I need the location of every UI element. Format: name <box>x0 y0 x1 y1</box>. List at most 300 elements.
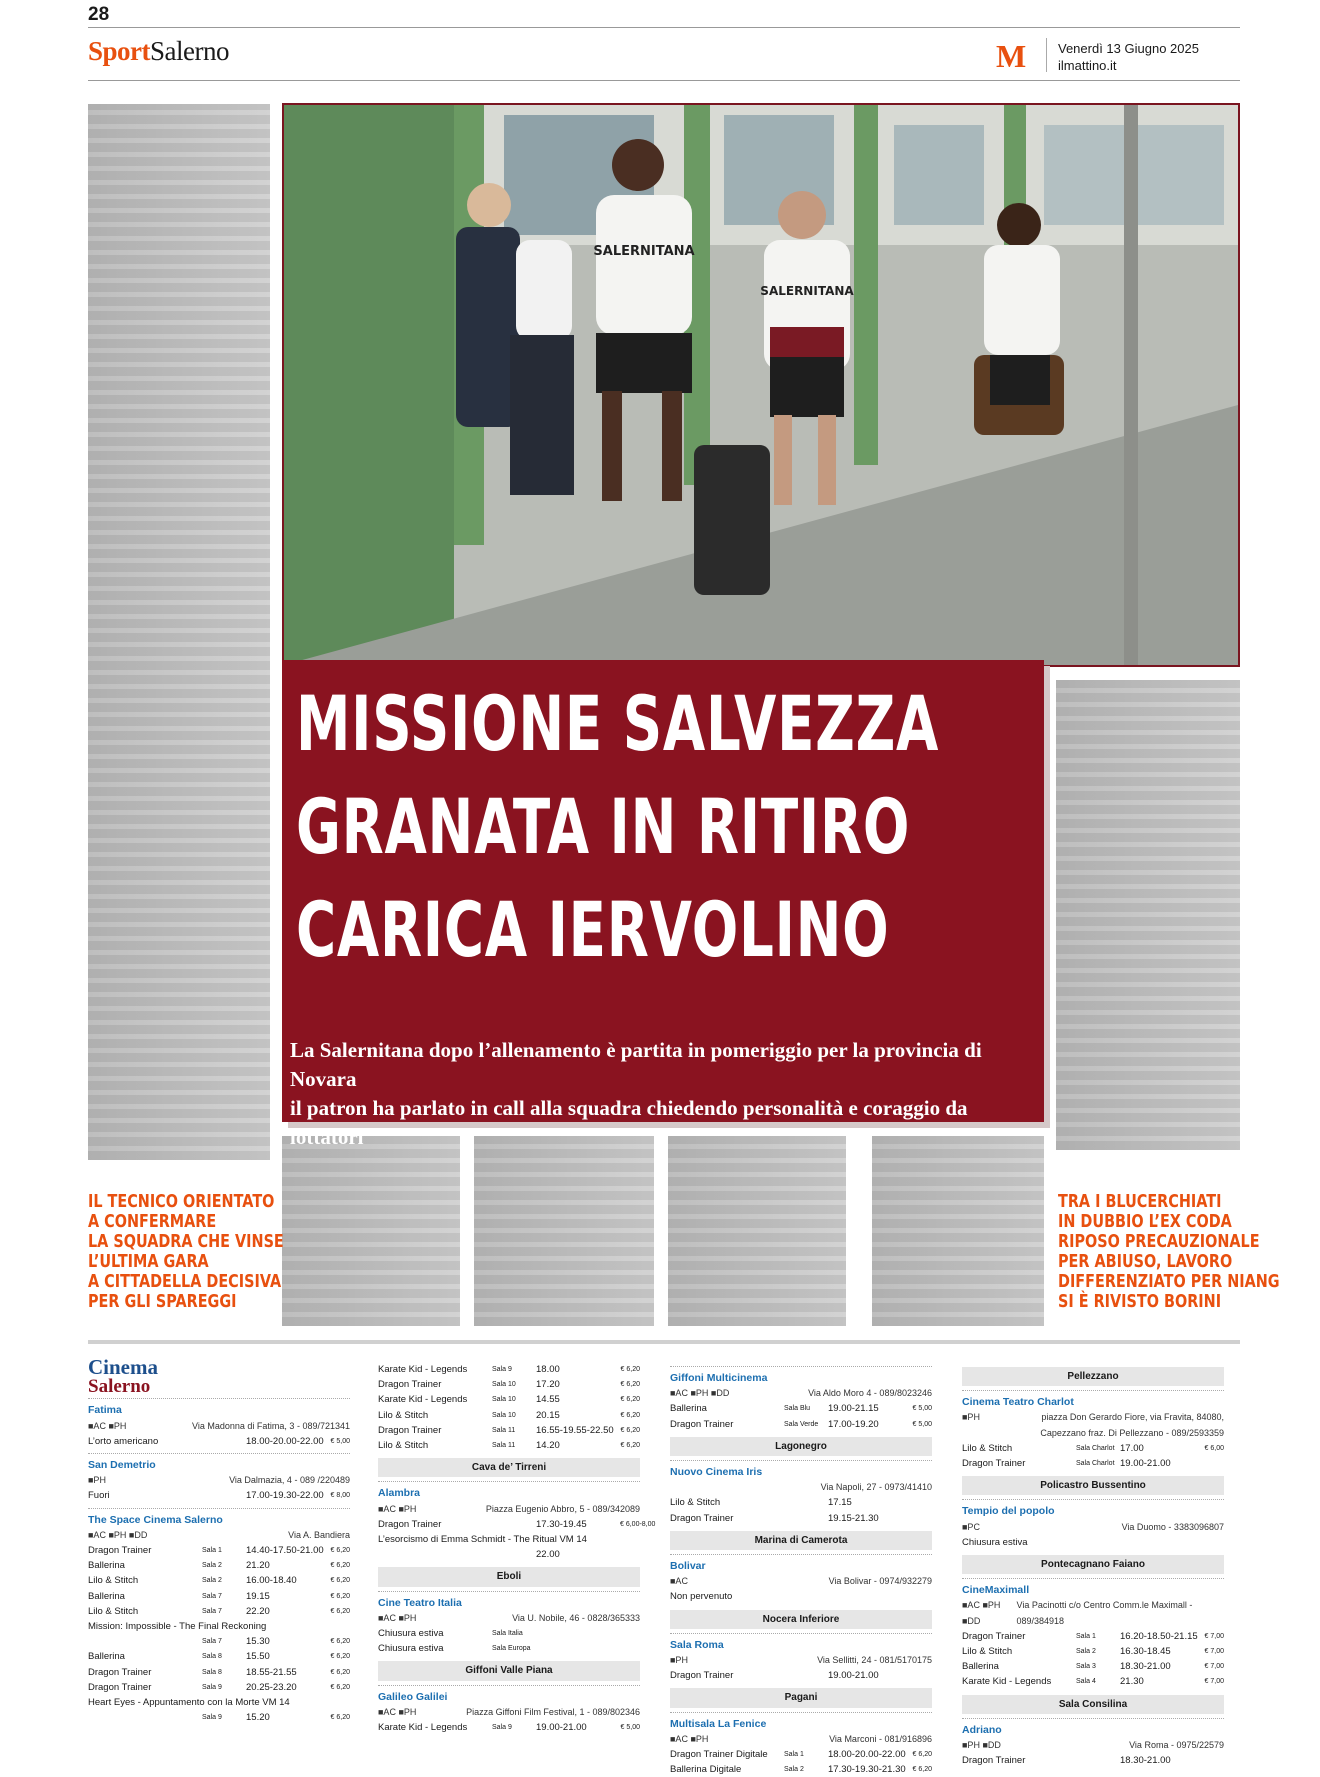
issue-date: Venerdì 13 Giugno 2025 <box>1058 41 1199 56</box>
film-title: Dragon Trainer <box>88 1666 152 1678</box>
film-room: Sala 10 <box>492 1381 516 1389</box>
film-room <box>784 1668 828 1683</box>
film-room: Sala Europa <box>492 1645 531 1653</box>
film-price: € 5,00 <box>330 1437 350 1445</box>
blurred-article-text-bottom-2 <box>474 1136 654 1326</box>
film-price: € 7,00 <box>1204 1632 1224 1640</box>
film-row <box>88 1649 350 1664</box>
film-row <box>88 1634 350 1649</box>
film-times <box>246 1695 330 1710</box>
left-kicker-line: LA SQUADRA CHE VINSE <box>88 1231 284 1252</box>
film-title: Chiusura estiva <box>962 1536 1028 1548</box>
film-title: L’esorcismo di Emma Schmidt - The Ritual VM 14 <box>378 1534 587 1546</box>
film-price <box>620 1641 640 1656</box>
film-times: 22.20 <box>246 1605 270 1617</box>
left-kicker-line: IL TECNICO ORIENTATO <box>88 1191 275 1212</box>
film-times: 16.30-18.45 <box>1120 1646 1171 1658</box>
cinema-column-3 <box>670 1362 932 1777</box>
film-price: € 6,20 <box>620 1442 640 1450</box>
film-title: Dragon Trainer <box>670 1418 734 1430</box>
film-room <box>492 1517 536 1532</box>
film-row <box>88 1434 350 1449</box>
venue-features: ■AC <box>670 1576 688 1587</box>
film-title: Lilo & Stitch <box>670 1497 721 1509</box>
headline <box>296 672 940 981</box>
venue-meta <box>378 1705 640 1720</box>
film-room: Sala Italia <box>492 1630 523 1638</box>
film-title: Dragon Trainer <box>378 1424 442 1436</box>
film-times: 19.00-21.00 <box>1120 1458 1171 1470</box>
film-title: Karate Kid - Legends <box>962 1676 1052 1688</box>
film-times: 18.00-20.00-22.00 <box>246 1435 324 1447</box>
left-kicker-line: L’ULTIMA GARA <box>88 1251 209 1272</box>
film-room <box>492 1547 536 1562</box>
film-row <box>378 1720 640 1735</box>
venue-features: ■AC ■PH ■DD <box>670 1388 730 1399</box>
blurred-article-text-bottom-3 <box>668 1136 846 1326</box>
film-room: Sala 9 <box>492 1724 512 1732</box>
film-row <box>88 1710 350 1725</box>
subtitle-line-1: La Salernitana dopo l’allenamento è partita in pomeriggio per la provincia di Novara <box>290 1038 982 1091</box>
film-row <box>88 1558 350 1573</box>
blurred-article-text-bottom-1 <box>282 1136 460 1326</box>
cinema-column-4 <box>962 1362 1224 1768</box>
venue-meta <box>962 1598 1224 1628</box>
film-price: € 5,00 <box>912 1420 932 1428</box>
film-room: Sala 2 <box>784 1766 804 1774</box>
film-row <box>378 1423 640 1438</box>
left-kicker-line: A CONFERMARE <box>88 1211 217 1232</box>
film-title: Dragon Trainer Digitale <box>670 1749 768 1761</box>
film-price <box>620 1547 640 1562</box>
film-row <box>962 1753 1224 1768</box>
film-row <box>378 1517 656 1532</box>
film-room: Sala 4 <box>1076 1678 1096 1686</box>
film-row <box>670 1589 932 1604</box>
venue-meta <box>88 1473 350 1488</box>
film-room: Sala 2 <box>1076 1648 1096 1656</box>
venue-name: CineMaximall <box>962 1578 1224 1598</box>
film-price: € 6,20 <box>620 1381 640 1389</box>
blurred-article-text-left <box>88 104 270 1160</box>
film-title: Ballerina <box>88 1560 125 1572</box>
film-room: Sala 9 <box>202 1714 222 1722</box>
film-row <box>378 1362 640 1377</box>
film-times: 17.15 <box>828 1497 852 1509</box>
right-kicker-line: PER ABIUSO, LAVORO <box>1058 1251 1233 1272</box>
film-title: Dragon Trainer <box>670 1512 734 1524</box>
film-times <box>246 1619 330 1634</box>
film-title: Lilo & Stitch <box>378 1409 429 1421</box>
venue-features: ■PH <box>88 1475 106 1486</box>
film-price: € 6,20 <box>912 1766 932 1774</box>
venue-address: Via Marconi - 081/916896 <box>829 1733 932 1744</box>
film-room: Sala 3 <box>1076 1663 1096 1671</box>
film-room <box>784 1589 828 1604</box>
film-times: 19.00-21.00 <box>536 1722 587 1734</box>
film-price <box>912 1511 932 1526</box>
headline-line-2: GRANATA IN RITIRO <box>296 782 911 871</box>
film-title: Dragon Trainer <box>962 1458 1026 1470</box>
film-row <box>378 1392 640 1407</box>
film-title <box>88 1634 202 1649</box>
film-times: 21.30 <box>1120 1676 1144 1688</box>
venue-features: ■AC ■PH <box>670 1733 709 1744</box>
film-price: € 6,20 <box>330 1638 350 1646</box>
venue-features: ■AC ■PH <box>378 1503 417 1514</box>
page-number: 28 <box>88 4 110 25</box>
film-price: € 6,20 <box>330 1562 350 1570</box>
town-header: Lagonegro <box>670 1437 932 1456</box>
film-room <box>202 1695 246 1710</box>
film-price: € 7,00 <box>1204 1678 1224 1686</box>
film-room <box>1076 1535 1120 1550</box>
right-kicker-line: RIPOSO PRECAUZIONALE <box>1058 1231 1260 1252</box>
film-room: Sala 8 <box>202 1668 222 1676</box>
venue-address: Via Roma - 0975/22579 <box>1129 1740 1224 1751</box>
section-title-city: Salerno <box>150 36 229 66</box>
film-times: 18.00 <box>536 1364 560 1375</box>
film-times: 20.15 <box>536 1409 560 1421</box>
film-row <box>378 1626 640 1641</box>
film-price: € 6,20 <box>620 1411 640 1419</box>
film-times: 18.30-21.00 <box>1120 1755 1171 1767</box>
subtitle <box>290 1036 1040 1152</box>
film-room <box>1076 1753 1120 1768</box>
film-room <box>202 1619 246 1634</box>
film-price <box>912 1668 932 1683</box>
film-title: Dragon Trainer <box>962 1755 1026 1767</box>
film-room: Sala 1 <box>784 1751 804 1759</box>
section-title-sport: Sport <box>88 36 151 66</box>
venue-meta <box>962 1426 1224 1441</box>
town-header: Giffoni Valle Piana <box>378 1661 640 1680</box>
header-divider <box>1046 38 1047 72</box>
town-header: Nocera Inferiore <box>670 1610 932 1629</box>
film-room: Sala 7 <box>202 1638 222 1646</box>
film-title: Lilo & Stitch <box>962 1646 1013 1658</box>
venue-name: Galileo Galilei <box>378 1685 640 1705</box>
town-header: Cava de’ Tirreni <box>378 1458 640 1477</box>
film-title: Lilo & Stitch <box>88 1575 139 1587</box>
venue-address: Via Bolivar - 0974/932279 <box>828 1576 932 1587</box>
film-row <box>962 1441 1224 1456</box>
venue-address: Via Pacinotti c/o Centro Comm.le Maximall - 089/384918 <box>1016 1600 1193 1626</box>
film-room: Sala 9 <box>202 1683 222 1691</box>
film-times: 19.00-21.00 <box>828 1670 879 1682</box>
film-times: 17.30-19.30-21.30 <box>828 1764 906 1776</box>
film-title <box>378 1547 492 1562</box>
film-title: Ballerina <box>670 1403 707 1415</box>
film-title: Ballerina <box>88 1651 125 1663</box>
film-room: Sala 7 <box>202 1592 222 1600</box>
film-row <box>88 1604 350 1619</box>
venue-address: Via Sellitti, 24 - 081/5170175 <box>817 1655 932 1666</box>
film-row <box>670 1401 932 1416</box>
film-price: € 6,20 <box>330 1683 350 1691</box>
film-price: € 6,20 <box>330 1653 350 1661</box>
film-row <box>88 1573 350 1588</box>
cinema-separator <box>88 1340 1240 1344</box>
venue-meta <box>378 1611 640 1626</box>
venue-features: ■AC ■PH ■DD <box>88 1529 148 1540</box>
film-times: 17.00-19.30-22.00 <box>246 1490 324 1502</box>
cinema-column-2 <box>378 1362 656 1735</box>
left-kicker <box>88 1192 284 1312</box>
film-row <box>962 1535 1224 1550</box>
left-kicker-line: PER GLI SPAREGGI <box>88 1291 237 1312</box>
film-title: Lilo & Stitch <box>88 1605 139 1617</box>
venue-name: Multisala La Fenice <box>670 1712 932 1732</box>
film-price <box>1204 1753 1224 1768</box>
film-title: Ballerina Digitale <box>670 1764 742 1776</box>
film-title: Lilo & Stitch <box>962 1442 1013 1454</box>
film-row <box>962 1644 1224 1659</box>
film-price: € 6,20 <box>330 1714 350 1722</box>
film-title: Non pervenuto <box>670 1591 733 1603</box>
film-times <box>1120 1535 1204 1550</box>
film-price <box>620 1626 640 1641</box>
film-title: Dragon Trainer <box>88 1545 152 1557</box>
film-room: Sala Blu <box>784 1405 811 1413</box>
film-title: Heart Eyes - Appuntamento con la Morte VM 14 <box>88 1697 290 1709</box>
film-row <box>670 1495 932 1510</box>
film-row <box>962 1659 1224 1674</box>
article-photo <box>282 103 1240 667</box>
town-header: Pagani <box>670 1688 932 1707</box>
venue-address: Via Aldo Moro 4 - 089/8023246 <box>808 1388 932 1399</box>
venue-name: Giffoni Multicinema <box>670 1366 932 1386</box>
film-title: L’orto americano <box>88 1435 159 1447</box>
film-row <box>670 1511 932 1526</box>
venue-meta <box>670 1574 932 1589</box>
venue-name: Cinema Teatro Charlot <box>962 1390 1224 1410</box>
film-price: € 7,00 <box>1204 1648 1224 1656</box>
venue-meta <box>670 1653 932 1668</box>
film-times: 18.55-21.55 <box>246 1666 297 1678</box>
film-price: € 6,20 <box>912 1751 932 1759</box>
film-room <box>784 1495 828 1510</box>
film-times: 19.15 <box>246 1590 270 1602</box>
film-room: Sala 7 <box>202 1607 222 1615</box>
venue-name: Alambra <box>378 1481 640 1501</box>
venue-features: ■AC ■PH <box>378 1706 417 1717</box>
town-header: Marina di Camerota <box>670 1531 932 1550</box>
subtitle-line-2: il patron ha parlato in call alla squadra chiedendo personalità e coraggio da lottatori <box>290 1096 968 1149</box>
film-room: Sala 11 <box>492 1426 516 1434</box>
film-price: € 7,00 <box>1204 1663 1224 1671</box>
venue-meta <box>88 1419 350 1434</box>
film-title: Fuori <box>88 1490 110 1502</box>
film-row <box>378 1377 640 1392</box>
film-times: 15.50 <box>246 1651 270 1663</box>
film-times <box>828 1589 912 1604</box>
venue-name: Fatima <box>88 1398 350 1418</box>
venue-address: Via Duomo - 3383096807 <box>1121 1521 1224 1532</box>
film-room <box>202 1488 246 1503</box>
film-row <box>378 1408 640 1423</box>
film-row <box>962 1674 1224 1689</box>
blurred-article-text-right <box>1056 680 1240 1150</box>
town-header: Pontecagnano Faiano <box>962 1555 1224 1574</box>
venue-address: Via Madonna di Fatima, 3 - 089/721341 <box>192 1420 350 1431</box>
film-times: 14.20 <box>536 1440 560 1452</box>
venue-address-2: Capezzano fraz. Di Pellezzano - 089/2593359 <box>1040 1427 1224 1438</box>
venue-address: Via A. Bandiera <box>288 1529 350 1540</box>
film-title: Karate Kid - Legends <box>378 1722 468 1734</box>
film-price <box>330 1619 350 1634</box>
venue-meta <box>962 1738 1224 1753</box>
right-kicker-line: IN DUBBIO L’EX CODA <box>1058 1211 1232 1232</box>
town-header: Policastro Bussentino <box>962 1476 1224 1495</box>
film-row <box>88 1543 350 1558</box>
film-price: € 6,20 <box>330 1607 350 1615</box>
town-header: Eboli <box>378 1567 640 1586</box>
film-price: € 6,20 <box>330 1592 350 1600</box>
venue-name: Nuovo Cinema Iris <box>670 1460 932 1480</box>
film-times: 14.40-17.50-21.00 <box>246 1545 324 1557</box>
venue-address: Via Napoli, 27 - 0973/41410 <box>820 1482 932 1493</box>
venue-meta <box>962 1520 1224 1535</box>
film-times <box>536 1532 620 1547</box>
film-row <box>670 1668 932 1683</box>
film-room: Sala 10 <box>492 1411 516 1419</box>
film-row <box>88 1619 350 1634</box>
film-times: 17.00 <box>1120 1442 1144 1454</box>
film-price: € 6,00 <box>1204 1444 1224 1452</box>
venue-features: ■AC ■PH <box>88 1420 127 1431</box>
film-price: € 6,20 <box>330 1577 350 1585</box>
venue-address: Piazza Giffoni Film Festival, 1 - 089/802346 <box>466 1706 640 1717</box>
venue-name: San Demetrio <box>88 1453 350 1473</box>
film-row <box>378 1438 640 1453</box>
film-times: 17.30-19.45 <box>536 1518 587 1530</box>
film-price: € 6,20 <box>620 1396 640 1404</box>
venue-address: Via Dalmazia, 4 - 089 /220489 <box>229 1475 350 1486</box>
right-kicker-line: TRA I BLUCERCHIATI <box>1058 1191 1222 1212</box>
film-row <box>962 1629 1224 1644</box>
film-times: 21.20 <box>246 1560 270 1572</box>
film-times: 17.00-19.20 <box>828 1418 879 1430</box>
film-row <box>670 1762 932 1777</box>
film-room: Sala Verde <box>784 1420 819 1428</box>
film-room: Sala 2 <box>202 1577 222 1585</box>
film-price <box>620 1532 640 1547</box>
venue-meta <box>670 1732 932 1747</box>
film-title: Karate Kid - Legends <box>378 1394 468 1406</box>
film-title <box>88 1710 202 1725</box>
venue-features: ■PH ■DD <box>962 1740 1001 1751</box>
venue-meta <box>962 1410 1224 1425</box>
film-price: € 6,20 <box>330 1547 350 1555</box>
site-url: ilmattino.it <box>1058 58 1117 73</box>
venue-name: Tempio del popolo <box>962 1499 1224 1519</box>
film-row <box>962 1456 1224 1471</box>
header-bottom-rule <box>88 80 1240 81</box>
film-times: 19.00-21.15 <box>828 1403 879 1415</box>
film-room: Sala 1 <box>202 1547 222 1555</box>
venue-meta <box>670 1480 932 1495</box>
section-title <box>88 36 229 67</box>
film-price <box>330 1695 350 1710</box>
film-room <box>784 1511 828 1526</box>
film-times: 22.00 <box>536 1549 560 1561</box>
film-title: Dragon Trainer <box>962 1630 1026 1642</box>
film-row <box>378 1641 640 1656</box>
film-room: Sala 8 <box>202 1653 222 1661</box>
film-row <box>88 1488 350 1503</box>
right-kicker-line: DIFFERENZIATO PER NIANG <box>1058 1271 1280 1292</box>
film-price <box>912 1589 932 1604</box>
venue-meta <box>378 1502 640 1517</box>
film-title: Dragon Trainer <box>88 1681 152 1693</box>
photo-shirt-text-1: SALERNITANA <box>593 244 695 259</box>
venue-name: The Space Cinema Salerno <box>88 1508 350 1528</box>
film-room: Sala Charlot <box>1076 1460 1115 1468</box>
film-times: 15.20 <box>246 1712 270 1724</box>
cinema-city: Salerno <box>88 1376 151 1398</box>
film-row <box>378 1547 640 1562</box>
film-title: Ballerina <box>962 1661 999 1673</box>
film-room <box>202 1434 246 1449</box>
film-price: € 5,00 <box>912 1405 932 1413</box>
venue-features: ■PH <box>670 1655 688 1666</box>
blurred-article-text-bottom-4 <box>872 1136 1044 1326</box>
film-row <box>88 1665 350 1680</box>
film-title: Dragon Trainer <box>378 1518 442 1530</box>
film-title: Chiusura estiva <box>378 1643 444 1655</box>
film-room: Sala 1 <box>1076 1632 1096 1640</box>
film-times: 18.30-21.00 <box>1120 1661 1171 1673</box>
film-price <box>1204 1456 1224 1471</box>
film-times <box>536 1641 620 1656</box>
film-times: 16.55-19.55-22.50 <box>536 1424 614 1436</box>
film-times: 16.00-18.40 <box>246 1575 297 1587</box>
film-times: 16.20-18.50-21.15 <box>1120 1630 1198 1642</box>
town-header: Pellezzano <box>962 1367 1224 1386</box>
film-room: Sala Charlot <box>1076 1444 1115 1452</box>
venue-name: Adriano <box>962 1718 1224 1738</box>
film-row <box>670 1747 932 1762</box>
film-row <box>88 1589 350 1604</box>
film-times: 17.20 <box>536 1379 560 1391</box>
venue-name: Bolivar <box>670 1554 932 1574</box>
film-title: Lilo & Stitch <box>378 1440 429 1452</box>
film-price: € 5,00 <box>620 1724 640 1732</box>
film-times: 15.30 <box>246 1636 270 1648</box>
cinema-section-title: Cinema <box>88 1355 158 1379</box>
right-kicker <box>1058 1192 1280 1312</box>
film-room: Sala 10 <box>492 1396 516 1404</box>
headline-line-1: MISSIONE SALVEZZA <box>296 679 940 768</box>
photo-shirt-text-2: SALERNITANA <box>760 284 854 298</box>
top-rule <box>88 27 1240 28</box>
film-price: € 6,20 <box>620 1426 640 1434</box>
newspaper-logo: M <box>996 38 1027 74</box>
venue-meta <box>88 1528 350 1543</box>
venue-features: ■PC <box>962 1521 980 1532</box>
town-header: Sala Consilina <box>962 1695 1224 1714</box>
film-price: € 6,00-8,00 <box>620 1520 656 1528</box>
issue-date-block <box>1058 40 1199 74</box>
film-times <box>536 1626 620 1641</box>
film-title: Karate Kid - Legends <box>378 1364 468 1375</box>
venue-features: ■AC ■PH <box>378 1612 417 1623</box>
film-title: Mission: Impossible - The Final Reckoning <box>88 1621 267 1633</box>
venue-name: Sala Roma <box>670 1633 932 1653</box>
left-kicker-line: A CITTADELLA DECISIVA <box>88 1271 282 1292</box>
film-times: 20.25-23.20 <box>246 1681 297 1693</box>
